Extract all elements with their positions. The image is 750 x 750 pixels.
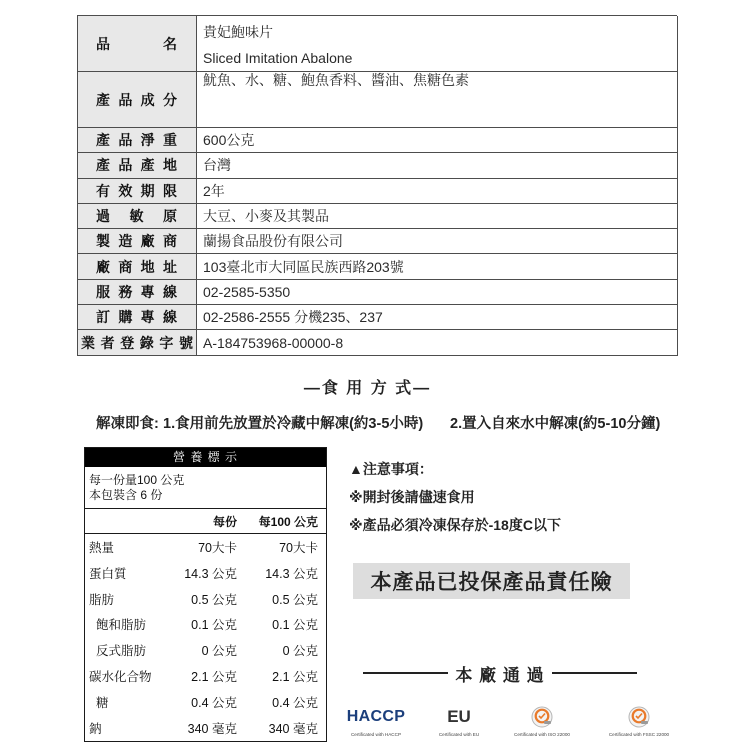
value-cell-allergens: 大豆、小麥及其製品	[197, 204, 678, 229]
divider-line	[363, 672, 448, 674]
row-label: 業 者 登 錄 字 號	[81, 334, 193, 351]
row-label: 品 名	[96, 35, 177, 52]
nutrient-name: 蛋白質	[89, 566, 127, 581]
notice-title: ▲注意事項：	[349, 461, 433, 477]
col-per-serving: 每份	[212, 514, 237, 529]
per-serving-value: 2.1 公克	[191, 670, 237, 685]
thaw-step-1: 1.食用前先放置於冷藏中解凍(約3-5小時)	[163, 416, 424, 432]
label-cell-product-name	[78, 16, 197, 72]
cert-caption: Certificated with ISO 22000	[514, 732, 570, 737]
value-cell-origin: 台灣	[197, 153, 678, 178]
per-100g-value: 2.1 公克	[272, 670, 318, 685]
label-cell-net-weight	[78, 128, 197, 153]
value-cell-shelf-life: 2年	[197, 179, 678, 204]
serving-size: 每一份量100 公克	[89, 473, 185, 487]
label-cell-origin	[78, 153, 197, 178]
eu-logo-text: EU	[447, 707, 471, 726]
cert-caption: Certificated with HACCP	[350, 732, 402, 737]
row-label: 訂 購 專 線	[96, 309, 177, 326]
per-serving-value: 0.1 公克	[191, 618, 237, 633]
cert-haccp	[331, 705, 421, 738]
value-cell-order-hotline: 02-2586-2555 分機235、237	[197, 305, 678, 330]
insurance-banner: 本產品已投保產品責任險	[353, 563, 630, 599]
product-name-zh: 貴妃鮑味片	[203, 24, 273, 40]
nutrient-name: 飽和脂肪	[96, 618, 147, 633]
divider-line	[552, 672, 637, 674]
label-cell-ingredients	[78, 72, 197, 128]
label-cell-service-hotline	[78, 280, 197, 305]
notice-item: ※開封後請儘速食用	[349, 489, 475, 505]
serving-info	[85, 467, 326, 509]
per-serving-value: 14.3 公克	[184, 566, 237, 581]
row-label: 產 品 淨 重	[96, 132, 177, 149]
usage-heading: —食 用 方 式—	[303, 380, 432, 397]
nutrient-name: 鈉	[89, 721, 102, 736]
certification-seal-icon	[628, 706, 650, 728]
row-label: 產 品 產 地	[96, 157, 177, 174]
cert-caption: Certificated with EU	[438, 732, 480, 737]
value-cell-net-weight: 600公克	[197, 128, 678, 153]
per-serving-value: 0 公克	[201, 644, 237, 659]
haccp-logo	[331, 705, 421, 729]
nutrient-name: 反式脂肪	[96, 644, 147, 659]
per-100g-value: 14.3 公克	[265, 566, 318, 581]
eu-logo	[414, 705, 504, 729]
nutrition-row-fat	[85, 586, 326, 612]
per-serving-value: 70大卡	[198, 540, 237, 555]
per-100g-value: 0 公克	[282, 644, 318, 659]
nutrition-facts-table	[84, 447, 327, 742]
row-label: 產 品 成 分	[96, 91, 177, 108]
nutrition-title: 營 養 標 示	[85, 448, 326, 467]
per-serving-value: 0.4 公克	[191, 695, 237, 710]
label-cell-registration-number	[78, 330, 197, 355]
cert-caption: Certificated with FSSC 22000	[608, 732, 670, 737]
value-cell-registration-number: A-184753968-00000-8	[197, 330, 678, 355]
thaw-label: 解凍即食:	[96, 416, 159, 432]
label-cell-shelf-life	[78, 179, 197, 204]
per-100g-value: 70大卡	[279, 540, 318, 555]
label-cell-allergens	[78, 204, 197, 229]
row-label: 有 效 期 限	[96, 182, 177, 199]
nutrient-name: 碳水化合物	[89, 670, 152, 685]
row-label: 服 務 專 線	[96, 283, 177, 300]
per-100g-value: 340 毫克	[268, 721, 318, 736]
certification-seal-icon	[497, 705, 587, 729]
label-cell-manufacturer	[78, 229, 197, 254]
nutrition-row-sugar	[85, 689, 326, 715]
row-label: 廠 商 地 址	[96, 258, 177, 275]
nutrition-row-carbohydrate	[85, 663, 326, 689]
row-label: 過 敏 原	[96, 208, 177, 225]
certification-seal-icon	[594, 705, 684, 729]
value-cell-manufacturer: 蘭揚食品股份有限公司	[197, 229, 678, 254]
per-100g-value: 0.5 公克	[272, 592, 318, 607]
nutrition-row-trans-fat	[85, 637, 326, 663]
certifications-heading	[363, 663, 637, 683]
per-100g-value: 0.1 公克	[272, 618, 318, 633]
nutrition-row-protein	[85, 560, 326, 586]
value-cell-service-hotline: 02-2585-5350	[197, 280, 678, 305]
haccp-logo-text: HACCP	[346, 708, 406, 725]
label-cell-order-hotline	[78, 305, 197, 330]
value-cell-address: 103臺北市大同區民族西路203號	[197, 254, 678, 279]
row-label: 製 造 廠 商	[96, 233, 177, 250]
per-serving-value: 0.5 公克	[191, 592, 237, 607]
servings-per-package: 本包裝含 6 份	[89, 488, 163, 502]
cert-iso-22000	[497, 705, 587, 738]
nutrition-row-saturated-fat	[85, 612, 326, 638]
product-name-en: Sliced Imitation Abalone	[203, 50, 353, 66]
nutrient-name: 脂肪	[89, 592, 115, 607]
nutrition-row-calories	[85, 534, 326, 560]
nutrition-column-header	[85, 509, 326, 534]
nutrition-row-sodium	[85, 715, 326, 741]
value-cell-ingredients: 魷魚、水、糖、鮑魚香料、醬油、焦糖色素	[197, 72, 678, 128]
product-info-table	[77, 15, 677, 356]
value-cell-product-name	[197, 16, 678, 72]
certifications-heading-text: 本 廠 通 過	[455, 665, 545, 685]
nutrient-name: 熱量	[89, 540, 115, 555]
notice-item: ※產品必須冷凍保存於-18度C以下	[349, 517, 561, 533]
per-serving-value: 340 毫克	[187, 721, 237, 736]
label-cell-address	[78, 254, 197, 279]
per-100g-value: 0.4 公克	[272, 695, 318, 710]
cert-fssc-22000	[594, 705, 684, 738]
col-per-100g: 每100 公克	[258, 514, 318, 529]
certification-seal-icon	[531, 706, 553, 728]
thaw-step-2: 2.置入自來水中解凍(約5-10分鐘)	[450, 416, 661, 432]
nutrient-name: 糖	[96, 695, 109, 710]
cert-eu	[414, 705, 504, 738]
